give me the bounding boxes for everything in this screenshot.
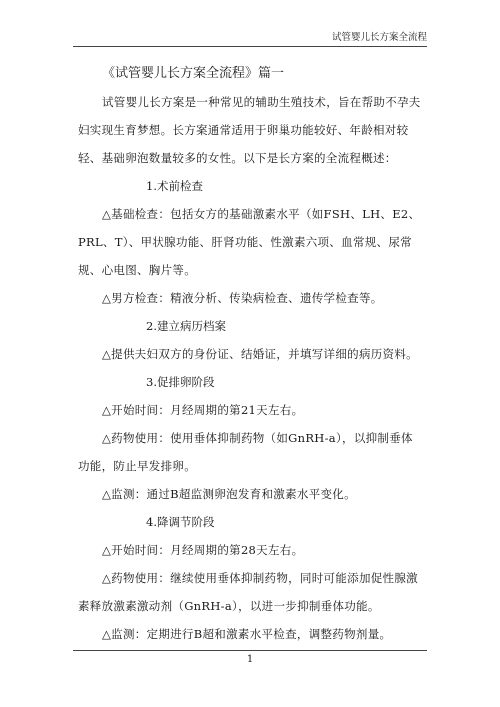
- section-heading-medical-record: 2.建立病历档案: [146, 319, 226, 333]
- list-item: △开始时间：月经周期的第28天左右。: [102, 543, 304, 557]
- page-number: 1: [246, 654, 254, 665]
- section-heading-ovulation-stimulation: 3.促排卵阶段: [146, 375, 215, 389]
- section-heading-down-regulation: 4.降调节阶段: [146, 515, 215, 529]
- document-title: 《试管婴儿长方案全流程》篇一: [102, 66, 285, 81]
- running-header-title: 试管婴儿长方案全流程: [331, 32, 427, 43]
- list-item: △监测：定期进行B超和激素水平检查，调整药物剂量。: [102, 627, 392, 641]
- list-item: △药物使用：继续使用垂体抑制药物，同时可能添加促性腺激素释放激素激动剂（GnRH-a），以进一步抑制垂体功能。: [78, 571, 418, 613]
- document-body: [78, 60, 423, 648]
- page-header: [73, 28, 427, 47]
- footer-divider: [73, 650, 427, 651]
- intro-paragraph: 试管婴儿长方案是一种常见的辅助生殖技术，旨在帮助不孕夫妇实现生育梦想。长方案通常适用于卵巢功能较好、年龄相对较轻、基础卵泡数量较多的女性。以下是长方案的全流程概述：: [78, 95, 421, 165]
- list-item: △监测：通过B超监测卵泡发育和激素水平变化。: [102, 487, 356, 501]
- list-item: △提供夫妇双方的身份证、结婚证，并填写详细的病历资料。: [102, 347, 418, 361]
- list-item: △基础检查：包括女方的基础激素水平（如FSH、LH、E2、PRL、T）、甲状腺功能、肝肾功能、性激素六项、血常规、尿常规、心电图、胸片等。: [78, 207, 421, 277]
- section-heading-pre-op-exam: 1.术前检查: [146, 179, 203, 193]
- list-item: △开始时间：月经周期的第21天左右。: [102, 403, 304, 417]
- list-item: △男方检查：精液分析、传染病检查、遗传学检查等。: [102, 291, 383, 305]
- list-item: △药物使用：使用垂体抑制药物（如GnRH-a），以抑制垂体功能，防止早发排卵。: [78, 431, 413, 473]
